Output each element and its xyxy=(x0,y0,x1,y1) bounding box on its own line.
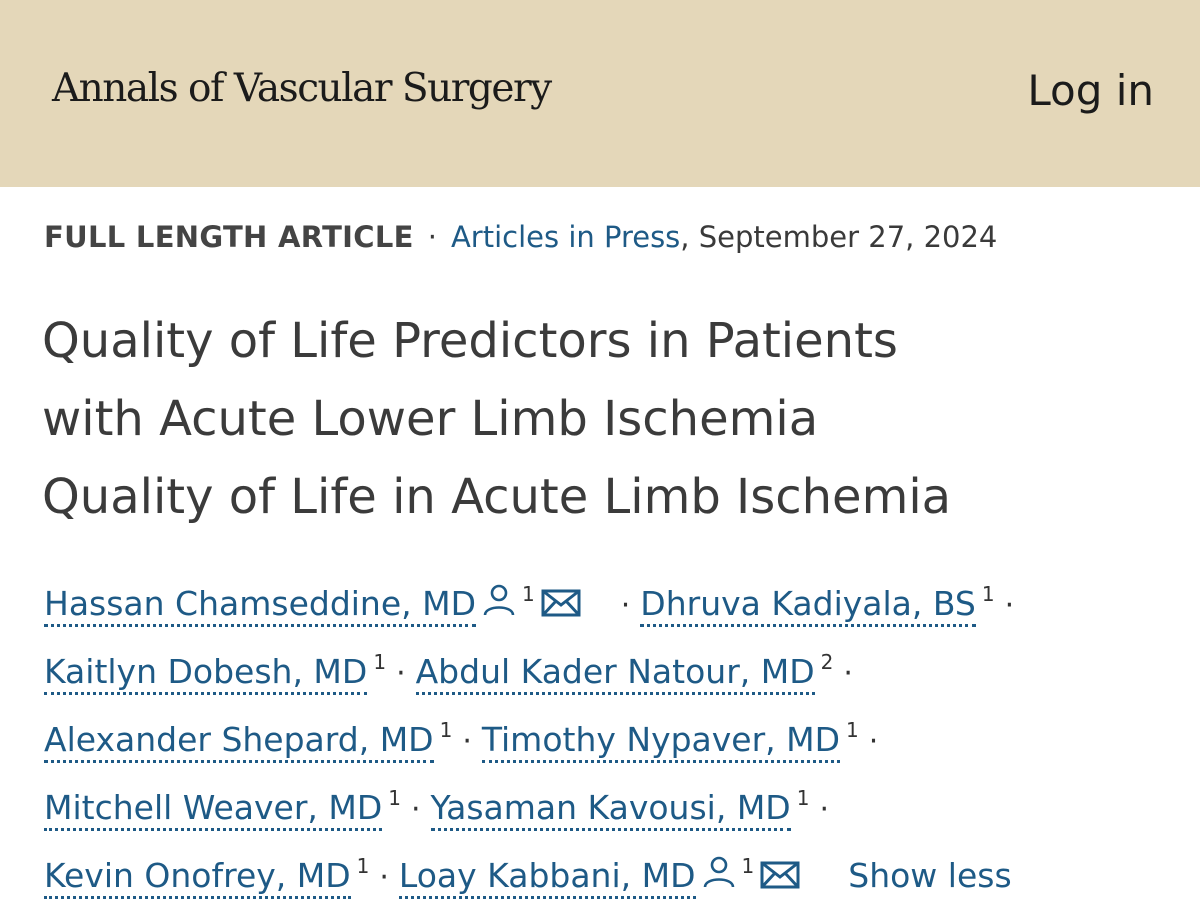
author-line xyxy=(44,832,1184,900)
envelope-icon[interactable] xyxy=(760,844,800,912)
author-link[interactable]: Yasaman Kavousi, MD xyxy=(431,788,791,831)
title-line: Quality of Life Predictors in Patients xyxy=(42,313,898,369)
issue-link[interactable]: Articles in Press xyxy=(450,220,681,254)
site-header xyxy=(0,0,1200,187)
login-link[interactable]: Log in xyxy=(1027,66,1154,115)
author-link[interactable]: Loay Kabbani, MD xyxy=(399,856,696,899)
author-line xyxy=(44,628,1184,696)
show-less-button[interactable]: Show less xyxy=(848,856,1012,895)
journal-name[interactable]: Annals of Vascular Surgery xyxy=(52,66,551,111)
author-separator: · xyxy=(843,656,853,691)
affiliation-marker: 2 xyxy=(820,650,834,674)
article-type: FULL LENGTH ARTICLE xyxy=(44,220,414,254)
affiliation-marker: 1 xyxy=(439,718,453,742)
author-separator: · xyxy=(620,588,631,623)
author-separator: · xyxy=(462,724,472,759)
author-line xyxy=(44,764,1184,832)
author-link[interactable]: Kaitlyn Dobesh, MD xyxy=(44,652,367,695)
author-link[interactable]: Hassan Chamseddine, MD xyxy=(44,584,476,627)
author-link[interactable]: Abdul Kader Natour, MD xyxy=(416,652,815,695)
affiliation-marker: 1 xyxy=(373,650,387,674)
article-title xyxy=(42,302,1152,536)
meta-separator: · xyxy=(427,220,437,254)
author-separator: · xyxy=(379,860,389,895)
author-line xyxy=(44,560,1184,628)
author-link[interactable]: Mitchell Weaver, MD xyxy=(44,788,382,831)
author-separator: · xyxy=(410,792,421,827)
publication-date: , September 27, 2024 xyxy=(680,220,998,254)
author-link[interactable]: Timothy Nypaver, MD xyxy=(482,720,840,763)
person-icon[interactable] xyxy=(702,844,736,912)
author-link[interactable]: Kevin Onofrey, MD xyxy=(44,856,351,899)
article-meta xyxy=(44,220,997,254)
author-separator: · xyxy=(819,792,829,827)
author-separator: · xyxy=(868,724,879,759)
author-separator: · xyxy=(396,656,406,691)
affiliation-marker: 1 xyxy=(981,582,995,606)
author-list xyxy=(44,560,1184,900)
affiliation-marker: 1 xyxy=(388,786,401,810)
affiliation-marker: 1 xyxy=(796,786,810,810)
author-line xyxy=(44,696,1184,764)
affiliation-marker: 1 xyxy=(741,854,755,878)
title-line: Quality of Life in Acute Limb Ischemia xyxy=(42,469,952,525)
title-line: with Acute Lower Limb Ischemia xyxy=(42,391,819,447)
affiliation-marker: 1 xyxy=(522,582,535,606)
affiliation-marker: 1 xyxy=(846,718,859,742)
affiliation-marker: 1 xyxy=(356,854,370,878)
author-separator: · xyxy=(1004,588,1015,623)
author-link[interactable]: Dhruva Kadiyala, BS xyxy=(640,584,976,627)
author-link[interactable]: Alexander Shepard, MD xyxy=(44,720,434,763)
